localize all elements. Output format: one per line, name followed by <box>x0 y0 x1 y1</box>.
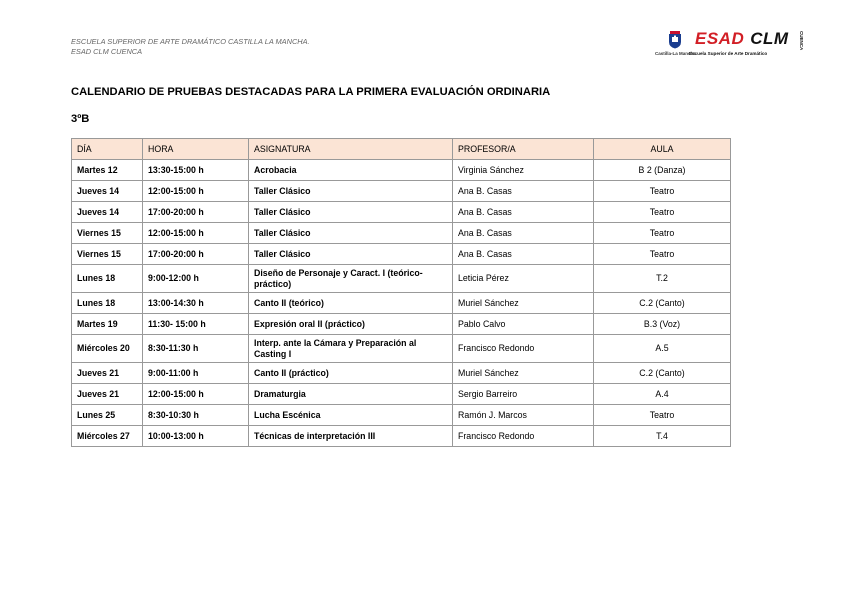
cell-profesor: Sergio Barreiro <box>453 384 594 405</box>
cell-asignatura: Acrobacia <box>249 160 453 181</box>
cell-hora: 9:00-12:00 h <box>143 265 249 293</box>
cell-hora: 17:00-20:00 h <box>143 244 249 265</box>
table-row <box>72 335 731 363</box>
cell-hora: 8:30-10:30 h <box>143 405 249 426</box>
cell-profesor: Muriel Sánchez <box>453 293 594 314</box>
cell-profesor: Ramón J. Marcos <box>453 405 594 426</box>
cell-profesor: Francisco Redondo <box>453 426 594 447</box>
cell-profesor: Pablo Calvo <box>453 314 594 335</box>
cell-hora: 12:00-15:00 h <box>143 223 249 244</box>
cell-dia: Viernes 15 <box>72 223 143 244</box>
table-row <box>72 314 731 335</box>
table-row <box>72 363 731 384</box>
table-row <box>72 202 731 223</box>
cell-asignatura: Canto II (práctico) <box>249 363 453 384</box>
table-row <box>72 384 731 405</box>
cell-aula: Teatro <box>594 405 731 426</box>
esad-vertical-text: CUENCA <box>799 31 804 51</box>
table-row <box>72 181 731 202</box>
header-profesor: PROFESOR/A <box>453 139 594 160</box>
exam-schedule-table <box>71 138 731 447</box>
cell-asignatura: Lucha Escénica <box>249 405 453 426</box>
cell-profesor: Virginia Sánchez <box>453 160 594 181</box>
cell-asignatura: Interp. ante la Cámara y Preparación al Casting I <box>249 335 453 363</box>
cell-asignatura: Taller Clásico <box>249 244 453 265</box>
table-body <box>72 160 731 447</box>
table-row <box>72 265 731 293</box>
table-header-row <box>72 139 731 160</box>
cell-dia: Jueves 14 <box>72 202 143 223</box>
cell-dia: Lunes 25 <box>72 405 143 426</box>
cell-hora: 13:00-14:30 h <box>143 293 249 314</box>
cell-aula: B 2 (Danza) <box>594 160 731 181</box>
header-dia: DÍA <box>72 139 143 160</box>
cell-aula: Teatro <box>594 202 731 223</box>
cell-profesor: Ana B. Casas <box>453 223 594 244</box>
cell-aula: Teatro <box>594 244 731 265</box>
cell-profesor: Muriel Sánchez <box>453 363 594 384</box>
cell-dia: Martes 12 <box>72 160 143 181</box>
cell-asignatura: Diseño de Personaje y Caract. I (teórico-práctico) <box>249 265 453 293</box>
cell-dia: Viernes 15 <box>72 244 143 265</box>
cell-asignatura: Dramaturgia <box>249 384 453 405</box>
group-label: 3ºB <box>71 113 90 125</box>
esad-logo <box>655 29 805 60</box>
cell-asignatura: Taller Clásico <box>249 223 453 244</box>
cell-dia: Jueves 21 <box>72 384 143 405</box>
esad-wordmark <box>695 30 789 48</box>
school-header <box>71 37 310 57</box>
cell-asignatura: Taller Clásico <box>249 181 453 202</box>
cell-dia: Jueves 14 <box>72 181 143 202</box>
cell-dia: Miércoles 27 <box>72 426 143 447</box>
cell-asignatura: Expresión oral II (práctico) <box>249 314 453 335</box>
cell-hora: 11:30- 15:00 h <box>143 314 249 335</box>
table-row <box>72 244 731 265</box>
cell-aula: C.2 (Canto) <box>594 363 731 384</box>
school-name: ESCUELA SUPERIOR DE ARTE DRAMÁTICO CASTILLA LA MANCHA. <box>71 37 310 46</box>
esad-subtitle: Escuela Superior de Arte Dramático <box>689 51 768 56</box>
cell-hora: 12:00-15:00 h <box>143 384 249 405</box>
cell-dia: Jueves 21 <box>72 363 143 384</box>
cell-aula: B.3 (Voz) <box>594 314 731 335</box>
cell-aula: A.5 <box>594 335 731 363</box>
cell-asignatura: Técnicas de interpretación III <box>249 426 453 447</box>
cell-profesor: Ana B. Casas <box>453 244 594 265</box>
cell-profesor: Ana B. Casas <box>453 202 594 223</box>
table-row <box>72 293 731 314</box>
crest-caption: Castilla-La Mancha <box>655 51 696 56</box>
cell-asignatura: Canto II (teórico) <box>249 293 453 314</box>
castilla-la-mancha-crest-icon <box>667 31 683 49</box>
document-title: CALENDARIO DE PRUEBAS DESTACADAS PARA LA PRIMERA EVALUACIÓN ORDINARIA <box>71 86 551 98</box>
school-campus: ESAD CLM CUENCA <box>71 47 143 56</box>
header-asignatura: ASIGNATURA <box>249 139 453 160</box>
cell-aula: C.2 (Canto) <box>594 293 731 314</box>
esad-wordmark-black: CLM <box>750 29 789 48</box>
cell-hora: 12:00-15:00 h <box>143 181 249 202</box>
header-aula: AULA <box>594 139 731 160</box>
cell-hora: 8:30-11:30 h <box>143 335 249 363</box>
cell-asignatura: Taller Clásico <box>249 202 453 223</box>
cell-aula: T.4 <box>594 426 731 447</box>
cell-aula: Teatro <box>594 181 731 202</box>
cell-dia: Martes 19 <box>72 314 143 335</box>
cell-profesor: Leticia Pérez <box>453 265 594 293</box>
cell-dia: Lunes 18 <box>72 265 143 293</box>
header-hora: HORA <box>143 139 249 160</box>
cell-hora: 17:00-20:00 h <box>143 202 249 223</box>
cell-hora: 10:00-13:00 h <box>143 426 249 447</box>
esad-wordmark-red: ESAD <box>695 29 745 48</box>
table-row <box>72 223 731 244</box>
table-row <box>72 405 731 426</box>
cell-dia: Lunes 18 <box>72 293 143 314</box>
cell-hora: 9:00-11:00 h <box>143 363 249 384</box>
cell-aula: T.2 <box>594 265 731 293</box>
cell-profesor: Ana B. Casas <box>453 181 594 202</box>
table-row <box>72 160 731 181</box>
cell-profesor: Francisco Redondo <box>453 335 594 363</box>
cell-aula: A.4 <box>594 384 731 405</box>
cell-dia: Miércoles 20 <box>72 335 143 363</box>
cell-aula: Teatro <box>594 223 731 244</box>
cell-hora: 13:30-15:00 h <box>143 160 249 181</box>
table-row <box>72 426 731 447</box>
